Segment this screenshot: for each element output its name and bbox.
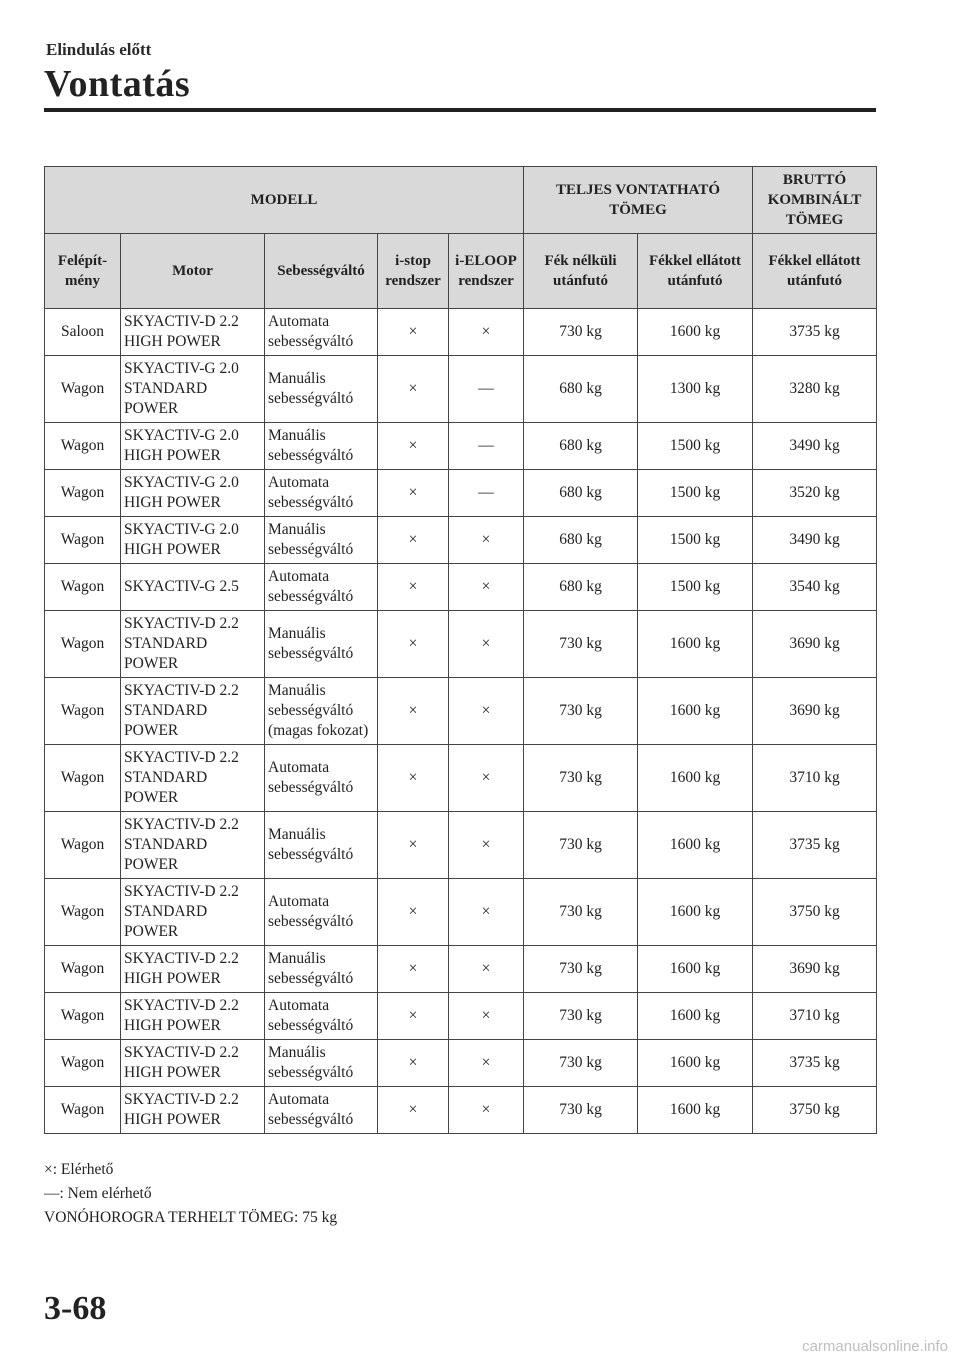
column-header-body: Felépít-mény [45,234,121,309]
section-label: Elindulás előtt [46,40,152,59]
cell-braked: 1300 kg [638,356,753,423]
table-row [45,678,877,745]
cell-transmission: Automata sebességváltó [265,470,378,517]
cell-braked: 1600 kg [638,1040,753,1087]
cell-unbraked: 730 kg [524,309,638,356]
table-row [45,564,877,611]
cell-body: Wagon [45,356,121,423]
cell-body: Wagon [45,879,121,946]
cell-ieloop: × [449,745,524,812]
cell-braked: 1600 kg [638,812,753,879]
cell-unbraked: 680 kg [524,356,638,423]
cell-unbraked: 730 kg [524,1040,638,1087]
cell-unbraked: 730 kg [524,1087,638,1134]
cell-body: Wagon [45,745,121,812]
cell-transmission: Manuális sebességváltó [265,1040,378,1087]
cell-gross: 3690 kg [753,611,877,678]
legend-unavailable: —: Nem elérhető [44,1185,152,1202]
cell-body: Wagon [45,1040,121,1087]
legend [44,1158,337,1230]
cell-gross: 3710 kg [753,745,877,812]
cell-engine: SKYACTIV-D 2.2 HIGH POWER [121,309,265,356]
column-header-engine: Motor [121,234,265,309]
cell-braked: 1600 kg [638,993,753,1040]
cell-body: Wagon [45,993,121,1040]
cell-unbraked: 730 kg [524,946,638,993]
cell-gross: 3690 kg [753,946,877,993]
cell-gross: 3520 kg [753,470,877,517]
cell-body: Saloon [45,309,121,356]
cell-engine: SKYACTIV-D 2.2 STANDARD POWER [121,879,265,946]
cell-gross: 3750 kg [753,879,877,946]
cell-body: Wagon [45,678,121,745]
cell-istop: × [378,564,449,611]
cell-engine: SKYACTIV-D 2.2 STANDARD POWER [121,812,265,879]
cell-istop: × [378,423,449,470]
page-title: Vontatás [44,63,191,105]
cell-gross: 3690 kg [753,678,877,745]
column-header-transmission: Sebességváltó [265,234,378,309]
cell-unbraked: 730 kg [524,611,638,678]
cell-gross: 3735 kg [753,1040,877,1087]
cell-body: Wagon [45,423,121,470]
table-row [45,517,877,564]
table-row [45,423,877,470]
table-row [45,470,877,517]
cell-braked: 1500 kg [638,423,753,470]
cell-gross: 3750 kg [753,1087,877,1134]
header-towable-mass: TELJES VONTATHATÓ TÖMEG [524,167,753,234]
cell-braked: 1600 kg [638,309,753,356]
cell-ieloop: × [449,812,524,879]
table-row [45,993,877,1040]
cell-istop: × [378,946,449,993]
table-row [45,611,877,678]
cell-engine: SKYACTIV-D 2.2 HIGH POWER [121,1087,265,1134]
cell-braked: 1500 kg [638,564,753,611]
cell-istop: × [378,993,449,1040]
cell-transmission: Automata sebességváltó [265,879,378,946]
cell-body: Wagon [45,470,121,517]
cell-transmission: Automata sebességváltó [265,1087,378,1134]
table-body [45,309,877,1134]
cell-ieloop: × [449,517,524,564]
cell-body: Wagon [45,812,121,879]
header-gross-mass: BRUTTÓ KOMBINÁLT TÖMEG [753,167,877,234]
cell-braked: 1500 kg [638,517,753,564]
cell-gross: 3540 kg [753,564,877,611]
cell-braked: 1600 kg [638,678,753,745]
cell-istop: × [378,879,449,946]
cell-unbraked: 730 kg [524,993,638,1040]
cell-ieloop: × [449,611,524,678]
table-row [45,1087,877,1134]
cell-engine: SKYACTIV-D 2.2 HIGH POWER [121,1040,265,1087]
table-row [45,879,877,946]
cell-transmission: Manuális sebességváltó [265,356,378,423]
cell-istop: × [378,470,449,517]
cell-body: Wagon [45,564,121,611]
cell-engine: SKYACTIV-D 2.2 STANDARD POWER [121,611,265,678]
table-row [45,812,877,879]
cell-istop: × [378,517,449,564]
cell-engine: SKYACTIV-D 2.2 STANDARD POWER [121,745,265,812]
cell-gross: 3280 kg [753,356,877,423]
cell-braked: 1500 kg [638,470,753,517]
cell-istop: × [378,812,449,879]
cell-engine: SKYACTIV-G 2.0 HIGH POWER [121,470,265,517]
table-row [45,1040,877,1087]
cell-unbraked: 730 kg [524,879,638,946]
cell-body: Wagon [45,611,121,678]
table-row [45,745,877,812]
page-number: 3-68 [44,1290,107,1327]
cell-engine: SKYACTIV-D 2.2 HIGH POWER [121,946,265,993]
cell-transmission: Manuális sebességváltó [265,611,378,678]
cell-ieloop: — [449,470,524,517]
cell-istop: × [378,678,449,745]
cell-transmission: Automata sebességváltó [265,309,378,356]
cell-transmission: Automata sebességváltó [265,993,378,1040]
cell-body: Wagon [45,517,121,564]
cell-ieloop: × [449,879,524,946]
column-header-istop: i-stop rendszer [378,234,449,309]
cell-engine: SKYACTIV-G 2.0 STANDARD POWER [121,356,265,423]
cell-gross: 3735 kg [753,309,877,356]
column-header-braked-trailer: Fékkel ellátott utánfutó [638,234,753,309]
cell-engine: SKYACTIV-D 2.2 HIGH POWER [121,993,265,1040]
cell-gross: 3490 kg [753,517,877,564]
cell-ieloop: — [449,423,524,470]
cell-unbraked: 680 kg [524,517,638,564]
cell-ieloop: × [449,946,524,993]
legend-available: ×: Elérhető [44,1161,114,1178]
cell-braked: 1600 kg [638,611,753,678]
cell-ieloop: × [449,1087,524,1134]
cell-braked: 1600 kg [638,1087,753,1134]
cell-ieloop: × [449,678,524,745]
cell-transmission: Automata sebességváltó [265,564,378,611]
cell-body: Wagon [45,946,121,993]
cell-transmission: Manuális sebességváltó [265,946,378,993]
cell-unbraked: 730 kg [524,678,638,745]
cell-gross: 3490 kg [753,423,877,470]
cell-unbraked: 730 kg [524,745,638,812]
cell-ieloop: — [449,356,524,423]
cell-transmission: Manuális sebességváltó [265,423,378,470]
table-row [45,309,877,356]
cell-gross: 3710 kg [753,993,877,1040]
cell-ieloop: × [449,309,524,356]
cell-istop: × [378,1040,449,1087]
header-model: MODELL [45,167,524,234]
column-header-gross-braked-trailer: Fékkel ellátott utánfutó [753,234,877,309]
title-divider [44,108,876,112]
cell-istop: × [378,1087,449,1134]
cell-braked: 1600 kg [638,946,753,993]
cell-braked: 1600 kg [638,745,753,812]
cell-engine: SKYACTIV-G 2.0 HIGH POWER [121,423,265,470]
cell-gross: 3735 kg [753,812,877,879]
cell-transmission: Manuális sebességváltó [265,517,378,564]
cell-ieloop: × [449,1040,524,1087]
column-header-unbraked-trailer: Fék nélküli utánfutó [524,234,638,309]
cell-unbraked: 680 kg [524,470,638,517]
watermark: carmanualsonline.info [802,1338,948,1355]
cell-transmission: Manuális sebességváltó (magas fokozat) [265,678,378,745]
table-row [45,946,877,993]
cell-engine: SKYACTIV-G 2.5 [121,564,265,611]
cell-engine: SKYACTIV-D 2.2 STANDARD POWER [121,678,265,745]
cell-unbraked: 730 kg [524,812,638,879]
cell-transmission: Manuális sebességváltó [265,812,378,879]
column-header-ieloop: i-ELOOP rendszer [449,234,524,309]
cell-istop: × [378,309,449,356]
cell-ieloop: × [449,993,524,1040]
cell-braked: 1600 kg [638,879,753,946]
cell-ieloop: × [449,564,524,611]
cell-transmission: Automata sebességváltó [265,745,378,812]
cell-body: Wagon [45,1087,121,1134]
legend-hitch-load: VONÓHOROGRA TERHELT TÖMEG: 75 kg [44,1209,338,1226]
cell-istop: × [378,745,449,812]
cell-istop: × [378,611,449,678]
table-row [45,356,877,423]
cell-unbraked: 680 kg [524,423,638,470]
cell-unbraked: 680 kg [524,564,638,611]
cell-istop: × [378,356,449,423]
towing-spec-table [44,166,877,1134]
cell-engine: SKYACTIV-G 2.0 HIGH POWER [121,517,265,564]
